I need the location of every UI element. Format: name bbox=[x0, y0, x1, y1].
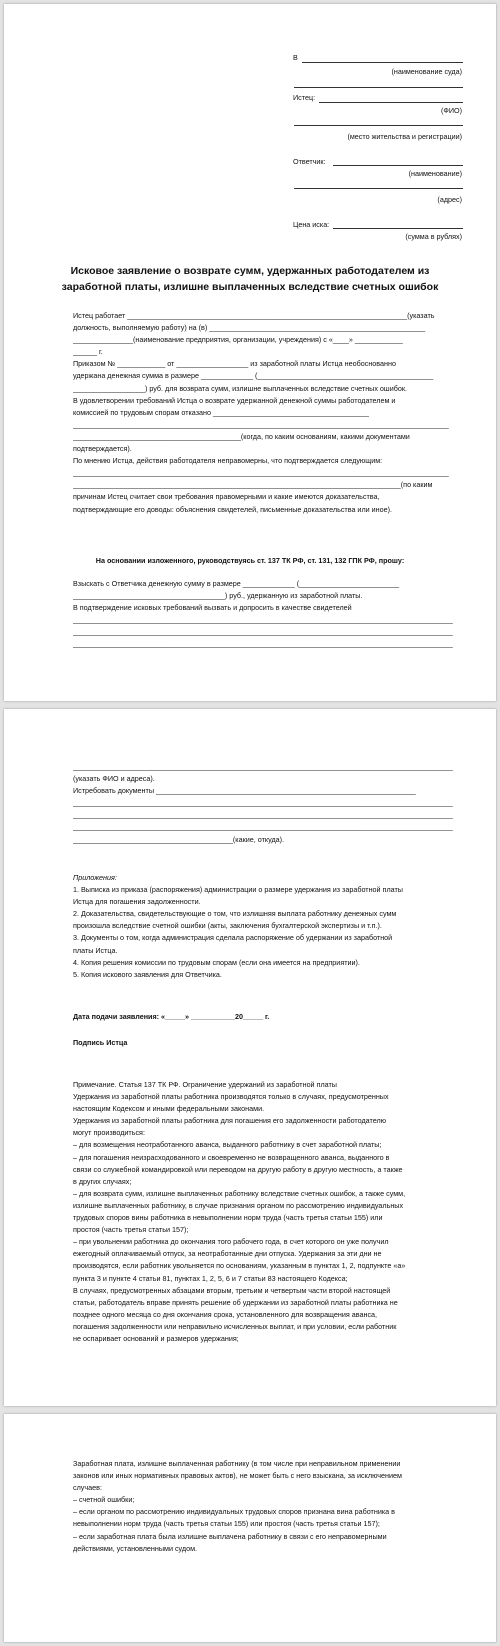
defendant-address-line bbox=[294, 188, 463, 189]
note-line: Примечание. Статья 137 ТК РФ. Ограничение удержаний из заработной платы bbox=[73, 1080, 337, 1089]
page3-line: – если органом по рассмотрению индивидуальных трудовых споров признана вина работника в bbox=[73, 1507, 395, 1517]
page3-line: – если заработная плата была излишне выплачена работнику в связи с его неправомерными bbox=[73, 1531, 387, 1541]
body-line: В удовлетворении требований Истца о возврате удержанной денежной суммы работодателем и bbox=[73, 395, 396, 405]
attachment-line: 1. Выписка из приказа (распоряжения) администрации о размере удержания из заработной платы bbox=[73, 885, 403, 895]
attachment-line: 5. Копия искового заявления для Ответчика. bbox=[73, 969, 222, 979]
attachment-line: 4. Копия решения комиссии по трудовым спорам (если она имеется на предприятии). bbox=[73, 957, 360, 967]
request-line: В подтверждение исковых требований вызвать и допросить в качестве свидетелей bbox=[73, 603, 352, 613]
page2-line: ________________________________________(какие, откуда). bbox=[73, 834, 285, 844]
attachments-title: Приложения: bbox=[73, 873, 117, 882]
page3-line: Заработная плата, излишне выплаченная работнику (в том числе при неправильном применении bbox=[73, 1459, 401, 1468]
body-line: должность, выполняемую работу) на (в) ______________________________________________________ bbox=[73, 323, 426, 333]
note-line: связи со служебной командировкой или переводом на другую работу в другую местность, а также bbox=[73, 1164, 403, 1174]
price-line bbox=[333, 228, 463, 229]
body-line: подтверждающие его доводы: объяснения свидетелей, письменные доказательства или иное). bbox=[73, 504, 393, 514]
plaintiff-label: Истец: bbox=[293, 93, 316, 102]
price-label: Цена иска: bbox=[293, 220, 330, 229]
page3-line: невыполнении норм труда (часть третья статьи 155) или простоя (часть третья статьи 157); bbox=[73, 1519, 380, 1529]
request-line: _______________________________________________________________________________________________ bbox=[73, 627, 453, 637]
body-line: __________________________________________________________________________________(по каким bbox=[73, 480, 433, 490]
attachments-section bbox=[73, 872, 458, 981]
plaintiff-note: (ФИО) bbox=[440, 106, 462, 115]
defendant-address-note: (адрес) bbox=[437, 195, 462, 204]
basis-heading: На основании изложенного, руководствуясь ст. 137 ТК РФ, ст. 131, 132 ГПК РФ, прошу: bbox=[95, 556, 405, 565]
legal-note bbox=[73, 1079, 458, 1345]
legal-note-continued bbox=[73, 1458, 458, 1555]
claim-requests bbox=[73, 578, 458, 651]
note-line: в других случаях; bbox=[73, 1176, 132, 1186]
body-line: По мнению Истца, действия работодателя неправомерны, что подтверждается следующим: bbox=[73, 456, 383, 466]
price-note: (сумма в рублях) bbox=[405, 232, 462, 241]
page2-line: _______________________________________________________________________________________________ bbox=[73, 822, 453, 832]
note-line: – при увольнении работника до окончания того рабочего года, в счет которого он уже получил bbox=[73, 1237, 389, 1247]
body-line: __________________________________________(когда, по каким основаниям, какими документами bbox=[73, 431, 410, 441]
body-line: ______________________________________________________________________________________________ bbox=[73, 419, 449, 429]
note-line: В случаях, предусмотренных абзацами вторым, третьим и четвертым части второй настоящей bbox=[73, 1285, 391, 1295]
court-note: (наименование суда) bbox=[391, 67, 462, 76]
note-line: не оспаривает оснований и размеров удержания; bbox=[73, 1333, 239, 1343]
note-line: ежегодный оплачиваемый отпуск, за неотработанные дни отпуска. Удержания за эти дни не bbox=[73, 1249, 382, 1259]
plaintiff-line bbox=[319, 102, 463, 103]
attachment-line: произошла вследствие счетной ошибки (акты, заключения бухгалтерской экспертизы и т.п.). bbox=[73, 921, 382, 931]
attachment-line: 3. Документы о том, когда администрация сделала распоряжение об удержании из заработной bbox=[73, 933, 393, 943]
page3-line: – счетной ошибки; bbox=[73, 1495, 135, 1505]
note-line: излишне выплаченных работнику, в случае признания органом по рассмотрению индивидуальных bbox=[73, 1200, 404, 1210]
page2-line: (указать ФИО и адреса). bbox=[73, 774, 155, 784]
court-prefix: В bbox=[293, 53, 298, 62]
court-line bbox=[302, 62, 463, 63]
note-line: простоя (часть третья статьи 157); bbox=[73, 1225, 189, 1235]
request-line: ______________________________________) руб., удержанную из заработной платы. bbox=[73, 591, 363, 601]
witness-continued bbox=[73, 761, 458, 846]
body-line: подтверждается). bbox=[73, 444, 132, 454]
note-line: погашения задолженности или неправильно исчисленных выплат, и при условии, если работник bbox=[73, 1321, 397, 1331]
document-page-1 bbox=[4, 4, 496, 701]
note-line: пункта 3 и пункте 4 статьи 81, пунктах 1, 2, 5, 6 и 7 статьи 83 настоящего Кодекса; bbox=[73, 1273, 348, 1283]
attachment-line: 2. Доказательства, свидетельствующие о том, что излишняя выплата работнику денежных сумм bbox=[73, 909, 397, 919]
note-line: статьи, работодатель вправе принять решение об удержании из заработной платы работника не bbox=[73, 1297, 398, 1307]
filing-date-line: Дата подачи заявления: «_____» ___________20_____ г. bbox=[73, 1012, 270, 1021]
document-page-2 bbox=[4, 709, 496, 1406]
request-line: _______________________________________________________________________________________________ bbox=[73, 639, 453, 649]
plaintiff-address-note: (место жительства и регистрации) bbox=[347, 132, 462, 141]
body-line: причинам Истец считает свои требования правомерными и какие имеются доказательства, bbox=[73, 492, 380, 502]
document-title-line-2: заработной платы, излишне выплаченных вследствие счетных ошибок bbox=[61, 281, 439, 293]
note-line: Удержания из заработной платы работника для погашения его задолженности работодателю bbox=[73, 1116, 387, 1126]
document-title-line-1: Исковое заявление о возврате сумм, удержанных работодателем из bbox=[70, 265, 430, 277]
attachment-line: Истца для погашения задолженности. bbox=[73, 897, 201, 907]
body-line: _______________(наименование предприятия, организации, учреждения) с «____» ____________ bbox=[73, 335, 403, 345]
claim-body bbox=[73, 310, 458, 516]
page2-line: Истребовать документы _________________________________________________________________ bbox=[73, 786, 416, 796]
request-line: _______________________________________________________________________________________________ bbox=[73, 615, 453, 625]
court-line-2 bbox=[294, 87, 463, 88]
body-line: Приказом № ____________ от __________________ из заработной платы Истца необоснованно bbox=[73, 359, 396, 369]
page3-line: действиями, установленными судом. bbox=[73, 1543, 198, 1553]
page2-line: _______________________________________________________________________________________________ bbox=[73, 798, 453, 808]
note-line: настоящим Кодексом и иными федеральными законами. bbox=[73, 1104, 265, 1114]
document-page-3 bbox=[4, 1414, 496, 1642]
note-line: трудовых споров вины работника в невыполнении норм труда (часть третья статьи 155) или bbox=[73, 1213, 383, 1223]
plaintiff-signature-label: Подпись Истца bbox=[73, 1038, 128, 1047]
note-line: могут производиться: bbox=[73, 1128, 145, 1138]
body-line: удержана денежная сумма в размере _____________ (____________________________________________ bbox=[73, 371, 434, 381]
note-line: производятся, если работник увольняется по основаниям, указанным в пунктах 1, 2, подпункте «а» bbox=[73, 1261, 406, 1271]
note-line: – для погашения неизрасходованного и своевременно не возвращенного аванса, выданного в bbox=[73, 1152, 390, 1162]
defendant-note: (наименование) bbox=[408, 169, 462, 178]
body-line: Истец работает ______________________________________________________________________(указать bbox=[73, 311, 435, 320]
note-line: – для возмещения неотработанного аванса, выданного работнику в счет заработной платы; bbox=[73, 1140, 382, 1150]
note-line: позднее одного месяца со дня окончания срока, установленного для возвращения аванса, bbox=[73, 1309, 378, 1319]
body-line: __________________) руб. для возврата сумм, излишне выплаченных вследствие счетных ошибок. bbox=[73, 383, 407, 393]
defendant-label: Ответчик: bbox=[293, 157, 326, 166]
note-line: – для возврата сумм, излишне выплаченных работнику вследствие счетных ошибок, а также сумм, bbox=[73, 1188, 406, 1198]
body-line: комиссией по трудовым спорам отказано _______________________________________ bbox=[73, 407, 369, 417]
page2-line: _______________________________________________________________________________________________ bbox=[73, 810, 453, 820]
defendant-line bbox=[333, 165, 463, 166]
attachment-line: платы Истца. bbox=[73, 945, 118, 955]
note-line: Удержания из заработной платы работника производятся только в случаях, предусмотренных bbox=[73, 1092, 389, 1102]
page3-line: законов или иных нормативных правовых актов), не может быть с него взыскана, за исключением bbox=[73, 1471, 402, 1481]
body-line: ______ г. bbox=[73, 347, 103, 357]
body-line: ______________________________________________________________________________________________ bbox=[73, 468, 449, 478]
request-line: Взыскать с Ответчика денежную сумму в размере _____________ (_________________________ bbox=[73, 579, 400, 588]
page3-line: случаев: bbox=[73, 1483, 102, 1493]
page2-line: _______________________________________________________________________________________________ bbox=[73, 762, 453, 771]
plaintiff-address-line bbox=[294, 125, 463, 126]
